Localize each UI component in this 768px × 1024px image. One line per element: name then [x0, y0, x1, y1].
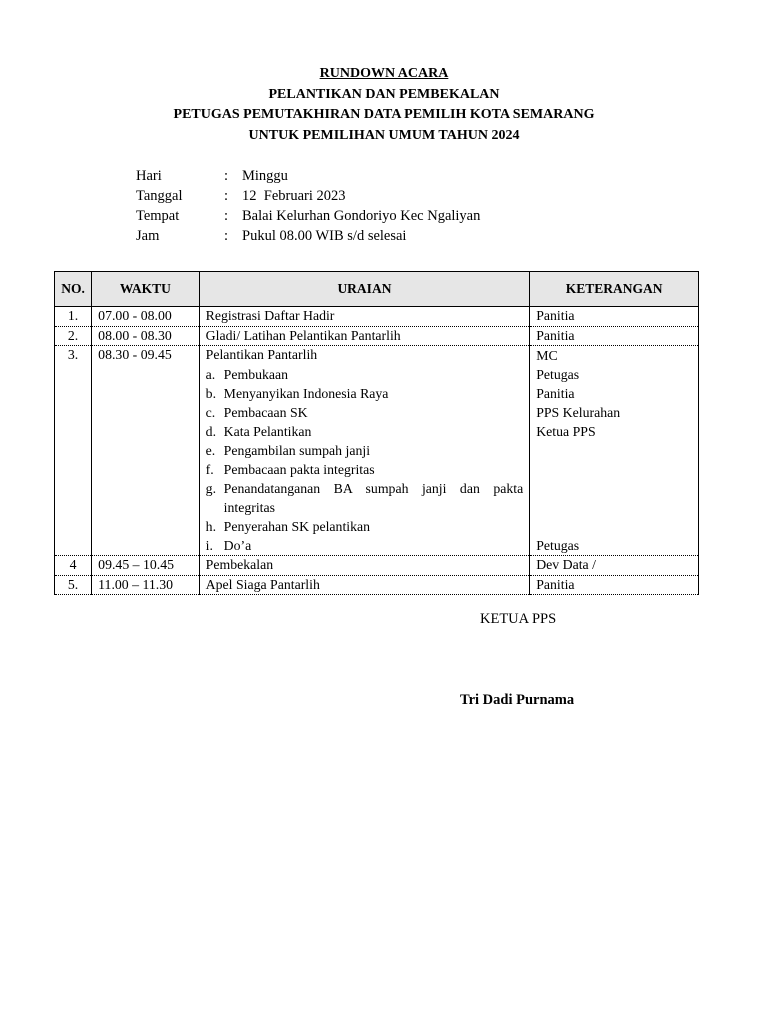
- table-row: [55, 575, 699, 595]
- info-label: Tempat: [136, 208, 180, 224]
- sub-item: [206, 384, 524, 403]
- info-row-jam: [136, 226, 480, 246]
- sub-text: Penandatanganan BA sumpah janji dan pakta: [223, 480, 524, 496]
- cell-uraian: [199, 346, 530, 556]
- cell-uraian: Registrasi Daftar Hadir: [199, 307, 530, 327]
- signatory-role: KETUA PPS: [480, 611, 557, 627]
- sub-item: [206, 536, 524, 555]
- table-row: [55, 556, 699, 576]
- cell-no: 3.: [55, 346, 92, 556]
- table-row: [55, 346, 699, 556]
- cell-no: 5.: [55, 575, 92, 595]
- cell-waktu: 09.45 – 10.45: [92, 556, 200, 576]
- cell-keterangan: Dev Data /: [530, 556, 699, 576]
- info-value: Pukul 08.00 WIB s/d selesai: [242, 228, 407, 244]
- info-separator: :: [224, 228, 229, 244]
- cell-keterangan: Panitia: [530, 326, 699, 346]
- keterangan-item: MC: [536, 348, 558, 363]
- sub-letter: c.: [205, 404, 216, 420]
- sub-item: [206, 365, 524, 384]
- sub-text: Kata Pelantikan: [223, 423, 312, 439]
- info-row-tanggal: [136, 186, 480, 206]
- sub-letter: g.: [205, 480, 217, 496]
- cell-no: 2.: [55, 326, 92, 346]
- sub-text: Pembukaan: [223, 366, 289, 382]
- cell-uraian: Pembekalan: [199, 556, 530, 576]
- title-line-3: PETUGAS PEMUTAKHIRAN DATA PEMILIH KOTA SEMARANG: [173, 107, 595, 122]
- sub-letter: i.: [205, 537, 213, 553]
- info-value: 12 Februari 2023: [242, 188, 346, 204]
- info-separator: :: [224, 188, 229, 204]
- sub-item: [206, 479, 524, 498]
- sub-text: Pembacaan SK: [223, 404, 308, 420]
- cell-no: 1.: [55, 307, 92, 327]
- sub-text: Pembacaan pakta integritas: [223, 461, 375, 477]
- sub-letter: d.: [205, 423, 217, 439]
- sub-item-continuation: [206, 498, 524, 517]
- sub-text: Pengambilan sumpah janji: [223, 442, 371, 458]
- sub-letter: h.: [205, 518, 217, 534]
- sub-item: [206, 403, 524, 422]
- signatory-name: Tri Dadi Purnama: [460, 692, 575, 708]
- sub-item: [206, 460, 524, 479]
- cell-keterangan: [530, 346, 699, 556]
- info-value: Minggu: [242, 168, 288, 184]
- cell-uraian: Apel Siaga Pantarlih: [199, 575, 530, 595]
- keterangan-item: Petugas: [536, 538, 580, 553]
- keterangan-item: Ketua PPS: [536, 424, 596, 439]
- info-separator: :: [224, 168, 229, 184]
- cell-waktu: 08.00 - 08.30: [92, 326, 200, 346]
- header-no: NO.: [55, 272, 92, 307]
- header-uraian: URAIAN: [199, 272, 530, 307]
- sub-letter: a.: [205, 366, 216, 382]
- cell-waktu: 07.00 - 08.00: [92, 307, 200, 327]
- title-line-4: UNTUK PEMILIHAN UMUM TAHUN 2024: [248, 127, 520, 143]
- event-info: [136, 166, 480, 246]
- table-row: [55, 307, 699, 327]
- info-row-hari: [136, 166, 480, 186]
- sub-text: Do’a: [223, 537, 252, 553]
- title-line-2: PELANTIKAN DAN PEMBEKALAN: [268, 86, 500, 102]
- sub-item: [206, 422, 524, 441]
- header-keterangan: KETERANGAN: [530, 272, 699, 307]
- title-line-1: RUNDOWN ACARA: [319, 66, 449, 81]
- sub-text: Menyanyikan Indonesia Raya: [223, 385, 389, 401]
- info-label: Hari: [136, 168, 162, 184]
- document-title: [0, 64, 768, 146]
- cell-keterangan: Panitia: [530, 575, 699, 595]
- keterangan-item: PPS Kelurahan: [536, 405, 621, 420]
- sub-letter: e.: [205, 442, 216, 458]
- keterangan-list: [536, 346, 692, 555]
- cell-waktu: 11.00 – 11.30: [92, 575, 200, 595]
- sub-text: Penyerahan SK pelantikan: [223, 518, 371, 534]
- header-waktu: WAKTU: [92, 272, 200, 307]
- info-separator: :: [224, 208, 229, 224]
- sub-letter: b.: [205, 385, 217, 401]
- info-label: Tanggal: [136, 188, 183, 204]
- sub-item: [206, 441, 524, 460]
- uraian-main: Pelantikan Pantarlih: [205, 347, 318, 362]
- cell-uraian: Gladi/ Latihan Pelantikan Pantarlih: [199, 326, 530, 346]
- sub-text: integritas: [223, 499, 276, 515]
- sub-item: [206, 517, 524, 536]
- cell-keterangan: Panitia: [530, 307, 699, 327]
- info-row-tempat: [136, 206, 480, 226]
- keterangan-item: Panitia: [536, 386, 575, 401]
- info-value: Balai Kelurhan Gondoriyo Kec Ngaliyan: [242, 208, 481, 224]
- table-row: [55, 326, 699, 346]
- cell-waktu: 08.30 - 09.45: [92, 346, 200, 556]
- cell-no: 4: [55, 556, 92, 576]
- table-header-row: [55, 272, 699, 307]
- info-label: Jam: [136, 228, 160, 244]
- keterangan-item: Petugas: [536, 367, 580, 382]
- rundown-table: [54, 271, 699, 595]
- sub-letter: f.: [205, 461, 214, 477]
